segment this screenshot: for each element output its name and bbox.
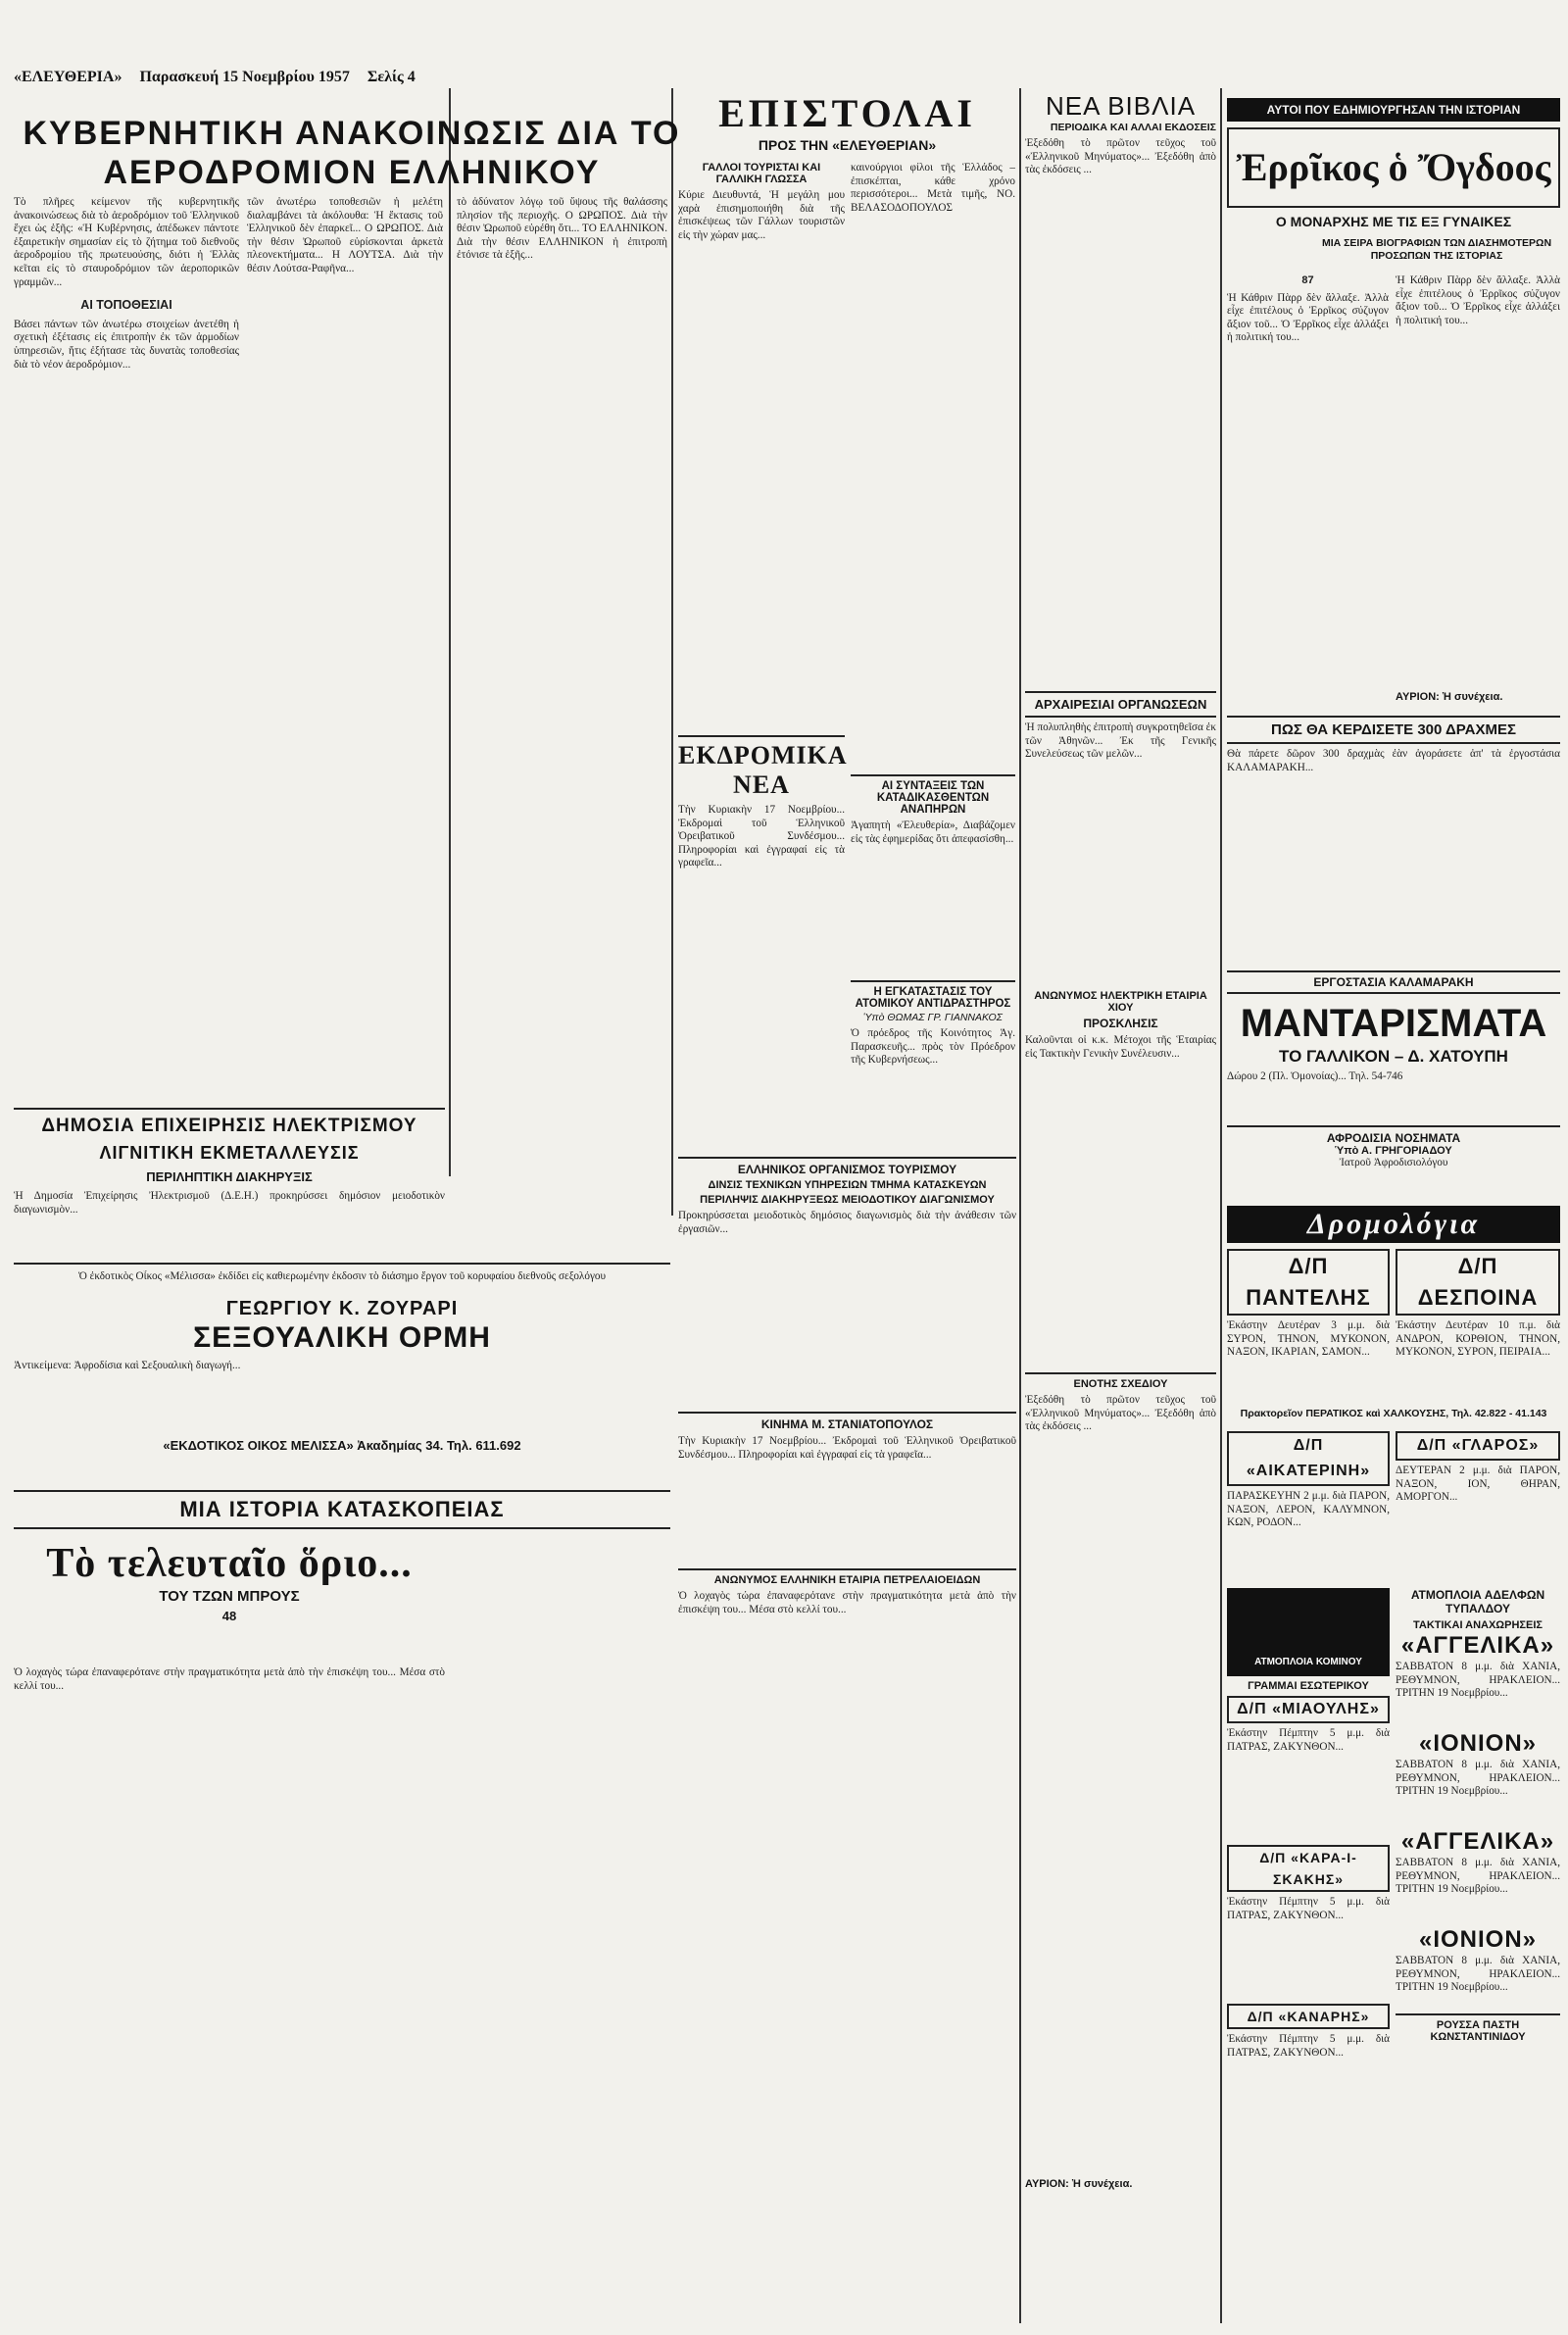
seeds-next: ΑΥΡΙΟΝ: Ἡ συνέχεια.: [1025, 2178, 1133, 2190]
seeds-body: Ἐξεδόθη τὸ πρῶτον τεῦχος τοῦ «Ἐλληνικοῦ Μηνύματος»... Ἐξεδόθη ἀπὸ τὰς ἐκδόσεις ...: [1025, 1394, 1216, 1433]
serial-header: [14, 1539, 445, 1623]
notice-title: ΔΗΜΟΣΙΑ ΕΠΙΧΕΙΡΗΣΙΣ ΗΛΕΚΤΡΙΣΜΟΥ: [41, 1116, 417, 1136]
ship-body: Ἐκάστην Πέμπτην 5 μ.μ. διὰ ΠΑΤΡΑΣ, ΖΑΚΥΝΘΟΝ...: [1227, 1727, 1390, 1753]
atomic-article: [851, 980, 1015, 1174]
pension-notice: [678, 1568, 1016, 2257]
seeds-notice: [1025, 1372, 1216, 2190]
steamship-sub: ΤΑΚΤΙΚΑΙ ΑΝΑΧΩΡΗΣΕΙΣ: [1412, 1619, 1544, 1631]
archaeology-body: Ἡ πολυπληθὴς ἐπιτροπὴ συγκροτηθεῖσα ἐκ τῶν Ἀθηνῶν... Ἐκ τῆς Γενικῆς Συνελεύσεως τῶν μελῶν...: [1025, 721, 1216, 761]
ship-body: ΣΑΒΒΑΤΟΝ 8 μ.μ. διὰ ΧΑΝΙΑ, ΡΕΘΥΜΝΟΝ, ΗΡΑΚΛΕΙΟΝ... ΤΡΙΤΗΝ 19 Νοεμβρίου...: [1396, 1955, 1560, 1994]
pension-title: ΑΝΩΝΥΜΟΣ ΕΛΛΗΝΙΚΗ ΕΤΑΙΡΙΑ ΠΕΤΡΕΛΑΙΟΕΙΔΩΝ: [678, 1568, 1016, 1586]
ship-name: «ΑΓΓΕΛΙΚΑ»: [1400, 1828, 1555, 1855]
letters-section: [678, 90, 1016, 153]
biography-title-box: [1227, 127, 1560, 208]
shoes-title: ΡΟΥΣΣΑ ΠΑΣΤΗ ΚΩΝΣΤΑΝΤΙΝΙΔΟΥ: [1396, 2013, 1560, 2043]
ship-graphic: [1227, 1588, 1390, 1676]
letter-1: [678, 162, 845, 738]
letters-subtitle: ΠΡΟΣ ΤΗΝ «ΕΛΕΥΘΕΡΙΑΝ»: [758, 137, 937, 153]
notice-body: Ἡ Δημοσία Ἐπιχείρησις Ἠλεκτρισμοῦ (Δ.Ε.Η.) προκηρύσσει δημόσιον μειοδοτικὸν διαγωνισμὸν...: [14, 1190, 445, 1216]
pharmacy-body: Ἰατροῦ Ἀφροδισιολόγου: [1339, 1157, 1448, 1168]
ship-name: Δ/Π «ΜΙΑΟΥΛΗΣ»: [1227, 1696, 1390, 1723]
factory-subtitle: ΤΟ ΓΑΛΛΙΚΟΝ – Δ. ΧΑΤΟΥΠΗ: [1279, 1047, 1508, 1066]
aegean-banner: ΑΤΜΟΠΛΟΙΑ ΚΟΜΙΝΟΥ: [1254, 1657, 1362, 1667]
ship-name: Δ/Π ΠΑΝΤΕΛΗΣ: [1227, 1249, 1390, 1316]
kinema-title: ΚΙΝΗΜΑ Μ. ΣΤΑΝΙΑΤΟΠΟΥΛΟΣ: [678, 1412, 1016, 1431]
factory-title: ΜΑΝΤΑΡΙΣΜΑΤΑ: [1240, 1002, 1547, 1045]
atomic-title: Η ΕΓΚΑΤΑΣΤΑΣΙΣ ΤΟΥ ΑΤΟΜΙΚΟΥ ΑΝΤΙΔΡΑΣΤΗΡΟΣ: [851, 980, 1015, 1010]
steamship-left: [1227, 1588, 1390, 2131]
advert-body: Ἀντικείμενα: Ἀφροδίσια καὶ Σεξουαλικὴ διαγωγή...: [14, 1360, 241, 1371]
masthead: [14, 69, 474, 86]
schedule-banner: [1227, 1206, 1560, 1243]
drachma-title: ΠΩΣ ΘΑ ΚΕΡΔΙΣΕΤΕ 300 ΔΡΑΧΜΕΣ: [1227, 716, 1560, 744]
books-section: [1025, 90, 1216, 667]
book-advert: [14, 1263, 670, 1478]
tourism-sub: ΔΙΝΣΙΣ ΤΕΧΝΙΚΩΝ ΥΠΗΡΕΣΙΩΝ ΤΜΗΜΑ ΚΑΤΑΣΚΕΥΩΝ: [708, 1179, 987, 1191]
article-body: [14, 196, 239, 980]
pension-body: Ὁ λοχαγὸς τώρα ἐπαναφερότανε στὴν πραγματικότητα μετὰ ἀπὸ τὴν ἐπισκέψη του... Μέσα στὸ κελλί του...: [678, 1590, 1016, 1615]
company-sub: ΠΡΟΣΚΛΗΣΙΣ: [1083, 1017, 1158, 1030]
ship-schedule: [1396, 1431, 1560, 1582]
biography-number: 87: [1301, 274, 1314, 286]
company-body: Καλοῦνται οἱ κ.κ. Μέτοχοι τῆς Ἑταιρίας εἰς Τακτικὴν Γενικὴν Συνέλευσιν...: [1025, 1034, 1216, 1060]
ship-body: ΠΑΡΑΣΚΕΥΗΝ 2 μ.μ. διὰ ΠΑΡΟΝ, ΝΑΞΟΝ, ΛΕΡΟΝ, ΚΑΛΥΜΝΟΝ, ΚΩΝ, ΡΟΔΟΝ...: [1227, 1490, 1390, 1529]
advert-title: ΣΕΞΟΥΑΛΙΚΗ ΟΡΜΗ: [193, 1321, 491, 1354]
kinema-body: Τὴν Κυριακὴν 17 Νοεμβρίου... Ἐκδρομαὶ τοῦ Ἑλληνικοῦ Ὀρειβατικοῦ Συνδέσμου... Πληροφορίαι καὶ ἐγγραφαί εἰς τὰ γραφεῖα...: [678, 1435, 1016, 1461]
letter-body: Ἀγαπητὴ «Ἐλευθερία», Διαβάζομεν εἰς τὰς ἐφημερίδας ὅτι ἀπεφασίσθη...: [851, 820, 1015, 845]
ship-name: Δ/Π «ΓΛΑΡΟΣ»: [1396, 1431, 1560, 1461]
ship-schedule: [1227, 1431, 1390, 1608]
ship-name: «ΑΓΓΕΛΙΚΑ»: [1400, 1632, 1555, 1659]
pharmacy-byline: Ὑπὸ Α. ΓΡΗΓΟΡΙΑΔΟΥ: [1335, 1145, 1452, 1157]
serial-number: 48: [221, 1609, 237, 1623]
pharmacy: [1227, 1125, 1560, 1184]
seeds-title: ΕΝΟΤΗΣ ΣΧΕΔΙΟΥ: [1025, 1372, 1216, 1390]
power-notice: [14, 1108, 445, 1255]
atomic-byline: Ὑπὸ ΘΩΜΑΣ ΓΡ. ΓΙΑΝΝΑΚΟΣ: [863, 1012, 1003, 1023]
serial-banner: [14, 1490, 670, 1529]
letter-heading: ΑΙ ΣΥΝΤΑΞΕΙΣ ΤΩΝ ΚΑΤΑΔΙΚΑΣΘΕΝΤΩΝ ΑΝΑΠΗΡΩΝ: [851, 774, 1015, 816]
ship-name: Δ/Π «ΚΑΡΑ-Ι-ΣΚΑΚΗΣ»: [1227, 1845, 1390, 1892]
books-title: ΝΕΑ ΒΙΒΛΙΑ: [1045, 91, 1197, 121]
ship-body: Ἐκάστην Πέμπτην 5 μ.μ. διὰ ΠΑΤΡΑΣ, ΖΑΚΥΝΘΟΝ...: [1227, 1896, 1390, 1921]
tourism-body: Προκηρύσσεται μειοδοτικὸς δημόσιος διαγωνισμὸς διὰ τὴν ἀνάθεσιν τῶν ἐργασιῶν...: [678, 1210, 1016, 1235]
archaeology: [1025, 691, 1216, 996]
pharmacy-title: ΑΦΡΟΔΙΣΙΑ ΝΟΣΗΜΑΤΑ: [1227, 1125, 1560, 1145]
biography-body: [1227, 274, 1389, 667]
main-headline: ΚΥΒΕΡΝΗΤΙΚΗ ΑΝΑΚΟΙΝΩΣΙΣ ΔΙΑ ΤΟ ΑΕΡΟΔΡΟΜΙΟΝ ΕΛΛΗΝΙΚΟΥ: [23, 115, 681, 191]
biography-next: ΑΥΡΙΟΝ: Ἡ συνέχεια.: [1396, 691, 1503, 703]
books-sub: ΠΕΡΙΟΔΙΚΑ ΚΑΙ ΑΛΛΑΙ ΕΚΔΟΣΕΙΣ: [1050, 122, 1216, 133]
ship-body: ΣΑΒΒΑΤΟΝ 8 μ.μ. διὰ ΧΑΝΙΑ, ΡΕΘΥΜΝΟΝ, ΗΡΑΚΛΕΙΟΝ... ΤΡΙΤΗΝ 19 Νοεμβρίου...: [1396, 1857, 1560, 1896]
tourism-title: ΕΛΛΗΝΙΚΟΣ ΟΡΓΑΝΙΣΜΟΣ ΤΟΥΡΙΣΜΟΥ: [678, 1157, 1016, 1176]
letter-body: Κύριε Διευθυντά, Ἡ μεγάλη μου χαρὰ ἐπισημοποιήθη διὰ τῆς ἐπισκέψεως τῶν Γάλλων τουριστῶν εἰς τὴν χώραν μας...: [678, 189, 845, 241]
biography-series: ΜΙΑ ΣΕΙΡΑ ΒΙΟΓΡΑΦΙΩΝ ΤΩΝ ΔΙΑΣΗΜΟΤΕΡΩΝ ΠΡΟΣΩΠΩΝ ΤΗΣ ΙΣΤΟΡΙΑΣ: [1321, 237, 1552, 262]
biography-subtitle: Ο ΜΟΝΑΡΧΗΣ ΜΕ ΤΙΣ ΕΞ ΓΥΝΑΙΚΕΣ: [1275, 214, 1512, 229]
company-title: ΑΝΩΝΥΜΟΣ ΗΛΕΚΤΡΙΚΗ ΕΤΑΙΡΙΑ ΧΙΟΥ: [1034, 990, 1207, 1014]
drachma-body: Θὰ πάρετε δῶρον 300 δραχμὰς ἐὰν ἀγοράσετε ἀπ' τὰ ἐργοστάσια ΚΑΛΑΜΑΡΑΚΗ...: [1227, 748, 1560, 773]
ship-name: Δ/Π ΔΕΣΠΟΙΝΑ: [1396, 1249, 1560, 1316]
article-text: Τὸ πλῆρες κείμενον τῆς κυβερνητικῆς ἀνακοινώσεως διὰ τὸ ἀεροδρόμιον τοῦ Ἑλληνικοῦ ἔχει ὡς ἑξῆς: «Ἡ Κυβέρνησις, ἀπέδωκεν πάντοτε ἐξαιρετικὴν σημασίαν εἰς τὸ ζήτημα τοῦ διεθνοῦς ἀεροδρομίου τῆς πρωτευούσης, διότι ἡ Ἑλλὰς κεῖται εἰς τὸ σταυροδρόμιον τῶν ἀεροπορικῶν γραμμῶν...: [14, 196, 239, 288]
column-rule: [671, 88, 673, 1216]
letter-body: καινούργιοι φίλοι τῆς Ἑλλάδος – ἐπισκέπται, κάθε χρόνο περισσότεροι... Μετὰ τιμῆς, ΝΟ. ΒΕΛΑΣΟΔΟΠΟΥΛΟΣ: [851, 162, 1015, 214]
serial-author: ΤΟΥ ΤΖΩΝ ΜΠΡΟΥΣ: [159, 1588, 300, 1605]
article-text: Βάσει πάντων τῶν ἀνωτέρω στοιχείων ἀνετέθη ἡ σχετικὴ ἐξέτασις εἰς ἐπιτροπὴν ἐκ τῶν ἀρμοδίων ὑπηρεσιῶν, ἥτις ἐξήτασε τὰς δυνατὰς τοποθεσίας διὰ τὸ νέον ἀεροδρόμιον...: [14, 318, 239, 371]
notice-sub: ΠΕΡΙΛΗΠΤΙΚΗ ΔΙΑΚΗΡΥΞΙΣ: [146, 1169, 313, 1184]
biography-banner-text: ΑΥΤΟΙ ΠΟΥ ΕΔΗΜΙΟΥΡΓΗΣΑΝ ΤΗΝ ΙΣΤΟΡΙΑΝ: [1266, 103, 1521, 117]
excursions-body: Τὴν Κυριακὴν 17 Νοεμβρίου... Ἐκδρομαὶ τοῦ Ἑλληνικοῦ Ὀρειβατικοῦ Συνδέσμου... Πληροφορίαι καὶ ἐγγραφαί εἰς τὰ γραφεῖα...: [678, 804, 845, 869]
advert-author: ΓΕΩΡΓΙΟΥ Κ. ΖΟΥΡΑΡΙ: [225, 1298, 459, 1319]
company-notice: [1025, 990, 1216, 1358]
factory-body: Δώρου 2 (Πλ. Ὁμονοίας)... Τηλ. 54-746: [1227, 1070, 1403, 1082]
article-body: τῶν ἀνωτέρω τοποθεσιῶν ἡ μελέτη διαλαμβάνει τὰ ἀκόλουθα: Ἡ ἔκτασις τοῦ Ἑλληνικοῦ δὲν ἐπαρκεῖ... Ο ΩΡΩΠΟΣ. Διὰ τὴν θέσιν Ὠρωποῦ εὑρίσκονται ἀρκετὰ πλεονεκτήματα... Η ΛΟΥΤΣΑ. Διὰ τὴν θέσιν Λούτσα-Ραφῆνα...: [247, 196, 443, 274]
kinema-notice: [678, 1412, 1016, 1553]
letter-heading: ΓΑΛΛΟΙ ΤΟΥΡΙΣΤΑΙ ΚΑΙ ΓΑΛΛΙΚΗ ΓΛΩΣΣΑ: [702, 162, 821, 185]
masthead-date: Παρασκευή 15 Νοεμβρίου 1957: [139, 69, 350, 85]
column-rule: [1019, 88, 1021, 2323]
books-body: Ἐξεδόθη τὸ πρῶτον τεῦχος τοῦ «Ἐλληνικοῦ Μηνύματος»... Ἐξεδόθη ἀπὸ τὰς ἐκδόσεις ...: [1025, 137, 1216, 176]
schedule-title: Δρομολόγια: [1306, 1208, 1481, 1240]
biography-banner: [1227, 98, 1560, 122]
ship-body: Ἐκάστην Πέμπτην 5 μ.μ. διὰ ΠΑΤΡΑΣ, ΖΑΚΥΝΘΟΝ...: [1227, 2033, 1390, 2059]
atomic-body: Ὁ πρόεδρος τῆς Κοινότητος Ἁγ. Παρασκευῆς... πρὸς τὸν Πρόεδρον τῆς Κυβερνήσεως...: [851, 1027, 1015, 1067]
steamship-right: [1396, 1588, 1560, 2043]
biography-text: Ἡ Κάθριν Πὰρρ δὲν ἄλλαξε. Ἀλλὰ εἶχε ἐπιτέλους ὁ Ἐρρῖκος σύζυγον ἄξιον τοῦ... Ὁ Ἐρρῖκος εἶχε ἀλλάξει ἡ πολιτική του...: [1227, 291, 1389, 344]
serial-title: Τὸ τελευταῖο ὅριο...: [46, 1541, 413, 1586]
serial-body: Ὁ λοχαγὸς τώρα ἐπαναφερότανε στὴν πραγματικότητα μετὰ ἀπὸ τὴν ἐπισκέψη του... Μέσα στὸ κελλί του...: [14, 1666, 445, 1692]
ship-name: «ΙΟΝΙΟΝ»: [1418, 1730, 1538, 1757]
ship-body: Ἐκάστην Δευτέραν 3 μ.μ. διὰ ΣΥΡΟΝ, ΤΗΝΟΝ, ΜΥΚΟΝΟΝ, ΝΑΞΟΝ, ΙΚΑΡΙΑΝ, ΣΑΜΟΝ...: [1227, 1319, 1390, 1359]
advert-intro: Ὁ ἐκδοτικὸς Οἶκος «Μέλισσα» ἐκδίδει εἰς καθιερωμένην ἐκδοσιν τὸ διάσημο ἔργον τοῦ κορυφαίου διεθνοῦς σεξολόγου: [77, 1270, 607, 1282]
ship-body: ΔΕΥΤΕΡΑΝ 2 μ.μ. διὰ ΠΑΡΟΝ, ΝΑΞΟΝ, ΙΟΝ, ΘΗΡΑΝ, ΑΜΟΡΓΟΝ...: [1396, 1465, 1560, 1504]
ship-body: ΣΑΒΒΑΤΟΝ 8 μ.μ. διὰ ΧΑΝΙΑ, ΡΕΘΥΜΝΟΝ, ΗΡΑΚΛΕΙΟΝ... ΤΡΙΤΗΝ 19 Νοεμβρίου...: [1396, 1759, 1560, 1798]
schedule-agents: Πρακτορεῖον ΠΕΡΑΤΙΚΟΣ καὶ ΧΑΛΚΟΥΣΗΣ, Τηλ. 42.822 - 41.143: [1240, 1408, 1547, 1419]
excursions-title: ΕΚΔΡΟΜΙΚΑ ΝΕΑ: [678, 735, 845, 800]
aegean-sub: ΓΡΑΜΜΑΙ ΕΣΩΤΕΡΙΚΟΥ: [1248, 1680, 1369, 1692]
serial-banner-text: ΜΙΑ ΙΣΤΟΡΙΑ ΚΑΤΑΣΚΟΠΕΙΑΣ: [179, 1497, 505, 1521]
letters-title: ΕΠΙΣΤΟΛΑΙ: [718, 91, 976, 135]
notice-subtitle: ΛΙΓΝΙΤΙΚΗ ΕΚΜΕΤΑΛΛΕΥΣΙΣ: [99, 1143, 360, 1163]
column-rule: [1220, 88, 1222, 2323]
section-heading: ΑΙ ΤΟΠΟΘΕΣΙΑΙ: [80, 298, 172, 313]
article-body: τὸ ἀδύνατον λόγῳ τοῦ ὕψους τῆς θαλάσσης πλησίον τῆς περιοχῆς. Ο ΩΡΩΠΟΣ. Διὰ τὴν θέσιν Ὠρωποῦ εὑρέθη ὅτι... ΤΟ ΕΛΛΗΝΙΚΟΝ. Διὰ τὴν θέσιν ΕΛΛΗΝΙΚΟΝ ἡ ἐπιτροπὴ ἐτόνισε τὰ ἑξῆς...: [457, 196, 667, 262]
column-rule: [449, 88, 451, 1176]
tourism-notice: [678, 1157, 1016, 1425]
masthead-title: «ΕΛΕΥΘΕΡΙΑ»: [14, 69, 122, 85]
advert-publisher: «ΕΚΔΟΤΙΚΟΣ ΟΙΚΟΣ ΜΕΛΙΣΣΑ» Ἀκαδημίας 34. Τηλ. 611.692: [163, 1438, 521, 1453]
biography-body: Ἡ Κάθριν Πὰρρ δὲν ἄλλαξε. Ἀλλὰ εἶχε ἐπιτέλους ὁ Ἐρρῖκος σύζυγον ἄξιον τοῦ... Ὁ Ἐρρῖκος εἶχε ἀλλάξει ἡ πολιτική του...: [1396, 274, 1560, 326]
ship-name: Δ/Π «ΚΑΝΑΡΗΣ»: [1227, 2004, 1390, 2029]
tourism-sub2: ΠΕΡΙΛΗΨΙΣ ΔΙΑΚΗΡΥΞΕΩΣ ΜΕΙΟΔΟΤΙΚΟΥ ΔΙΑΓΩΝΙΣΜΟΥ: [700, 1194, 995, 1206]
archaeology-title: ΑΡΧΑΙΡΕΣΙΑΙ ΟΡΓΑΝΩΣΕΩΝ: [1025, 691, 1216, 718]
ship-name: «ΙΟΝΙΟΝ»: [1418, 1926, 1538, 1953]
biography-title: Ἐρρῖκος ὁ Ὄγδοος: [1236, 145, 1551, 189]
factory-label: ΕΡΓΟΣΤΑΣΙΑ ΚΑΛΑΜΑΡΑΚΗ: [1227, 970, 1560, 994]
ship-name: Δ/Π «ΑΙΚΑΤΕΡΙΝΗ»: [1227, 1431, 1390, 1486]
ship-body: Ἐκάστην Δευτέραν 10 π.μ. διὰ ΑΝΔΡΟΝ, ΚΟΡΘΙΟΝ, ΤΗΝΟΝ, ΜΥΚΟΝΟΝ, ΣΥΡΟΝ, ΠΕΙΡΑΙΑ...: [1396, 1319, 1560, 1359]
drachma-promo: [1227, 716, 1560, 949]
steamship-title: ΑΤΜΟΠΛΟΙΑ ΑΔΕΛΦΩΝ ΤΥΠΑΛΔΟΥ: [1410, 1588, 1545, 1615]
masthead-page: Σελίς 4: [367, 69, 416, 85]
ship-body: ΣΑΒΒΑΤΟΝ 8 μ.μ. διὰ ΧΑΝΙΑ, ΡΕΘΥΜΝΟΝ, ΗΡΑΚΛΕΙΟΝ... ΤΡΙΤΗΝ 19 Νοεμβρίου...: [1396, 1661, 1560, 1700]
